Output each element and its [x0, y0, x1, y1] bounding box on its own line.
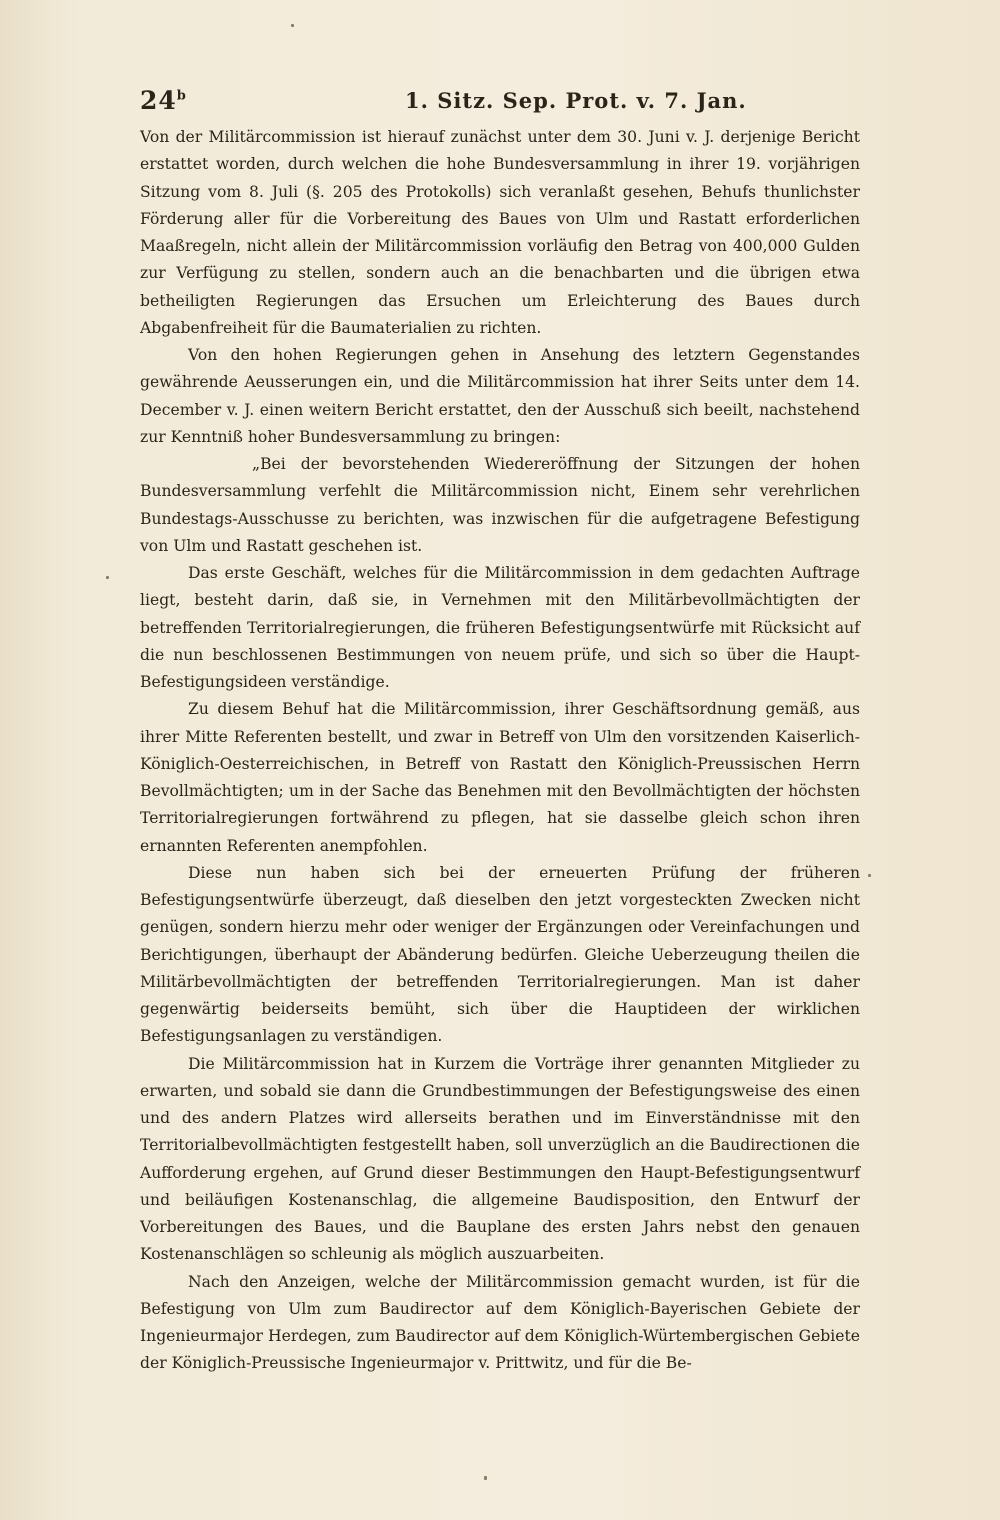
page-number-suffix: b [176, 88, 187, 104]
paragraph: Von den hohen Regierungen gehen in Ansehung des letztern Gegenstandes gewährende Aeusserungen ein, und die Militärcommission hat ihrer Seits unter dem 14. December v. J. einen weitern Bericht erstattet, den der Ausschuß sich beeilt, nachstehend zur Kenntniß hoher Bundesversammlung zu bringen: [140, 346, 860, 446]
running-title: 1. Sitz. Sep. Prot. v. 7. Jan. [405, 88, 747, 113]
quoted-paragraph: Zu diesem Behuf hat die Militärcommission, ihrer Geschäftsordnung gemäß, aus ihrer Mitte Referenten bestellt, und zwar in Betreff von Ulm den vorsitzenden Kaiserlich-Königlich-Oesterreichischen, in Betreff von Rastatt den Königlich-Preussischen Herrn Bevollmächtigten; um in der Sache das Benehmen mit den Bevollmächtigten der höchsten Territorialregierungen fortwährend zu pflegen, hat sie dasselbe gleich schon ihren ernannten Referenten anempfohlen. [140, 700, 860, 855]
ink-mark [484, 1476, 487, 1480]
ink-mark [106, 576, 109, 579]
quoted-paragraph: Nach den Anzeigen, welche der Militärcommission gemacht wurden, ist für die Befestigung von Ulm zum Baudirector auf dem Königlich-Bayerischen Gebiete der Ingenieurmajor Herdegen, zum Baudirector auf dem Königlich-Würtembergischen Gebiete der Königlich-Preussische Ingenieurmajor v. Prittwitz, und für die Be- [140, 1272, 860, 1373]
paragraph: Von der Militärcommission ist hierauf zunächst unter dem 30. Juni v. J. derjenige Bericht erstattet worden, durch welchen die hohe Bundesversammlung in ihrer 19. vorjährigen Sitzung vom 8. Juli (§. 205 des Protokolls) sich veranlaßt gesehen, Behufs thunlichster Förderung aller für die Vorbereitung des Baues von Ulm und Rastatt erforderlichen Maaßregeln, nicht allein der Militärcommission vorläufig den Betrag von 400,000 Gulden zur Verfügung zu stellen, sondern auch an die benachbarten und die übrigen etwa betheiligten Regierungen das Ersuchen um Erleichterung des Baues durch Abgabenfreiheit für die Baumaterialien zu richten. [140, 128, 860, 337]
ink-mark [868, 874, 871, 877]
page-header [140, 86, 860, 126]
body-text [140, 124, 860, 1378]
quoted-paragraph: Die Militärcommission hat in Kurzem die Vorträge ihrer genannten Mitglieder zu erwarten, und sobald sie dann die Grundbestimmungen der Befestigungsweise des einen und des andern Platzes wird allerseits berathen und im Einverständnisse mit den Territorialbevollmächtigten festgestellt haben, soll unverzüglich an die Baudirectionen die Aufforderung ergehen, auf Grund dieser Bestimmungen den Haupt-Befestigungsentwurf und beiläufigen Kostenanschlag, die allgemeine Baudisposition, den Entwurf der Vorbereitungen des Baues, und die Bauplane des ersten Jahrs nebst den genauen Kostenanschlägen so schleunig als möglich auszuarbeiten. [140, 1054, 860, 1264]
ink-mark [291, 24, 294, 27]
quoted-paragraph: „Bei der bevorstehenden Wiedereröffnung der Sitzungen der hohen Bundesversammlung verfehlt die Militärcommission nicht, Einem sehr verehrlichen Bundestags-Ausschusse zu berichten, was inzwischen für die aufgetragene Befestigung von Ulm und Rastatt geschehen ist. [140, 455, 860, 555]
quoted-paragraph: Diese nun haben sich bei der erneuerten Prüfung der früheren Befestigungsentwürfe überzeugt, daß dieselben den jetzt vorgesteckten Zwecken nicht genügen, sondern hierzu mehr oder weniger der Ergänzungen oder Vereinfachungen und Berichtigungen, überhaupt der Abänderung bedürfen. Gleiche Ueberzeugung theilen die Militärbevollmächtigten der betreffenden Territorialregierungen. Man ist daher gegenwärtig beiderseits bemüht, sich über die Hauptideen der wirklichen Befestigungsanlagen zu verständigen. [140, 863, 860, 1046]
quoted-paragraph: Das erste Geschäft, welches für die Militärcommission in dem gedachten Auftrage liegt, besteht darin, daß sie, in Vernehmen mit den Militärbevollmächtigten der betreffenden Territorialregierungen, die früheren Befestigungsentwürfe mit Rücksicht auf die nun beschlossenen Bestimmungen von neuem prüfe, und sich so über die Haupt-Befestigungsideen verständige. [140, 564, 860, 691]
page-number: 24$^b$ [140, 86, 187, 115]
